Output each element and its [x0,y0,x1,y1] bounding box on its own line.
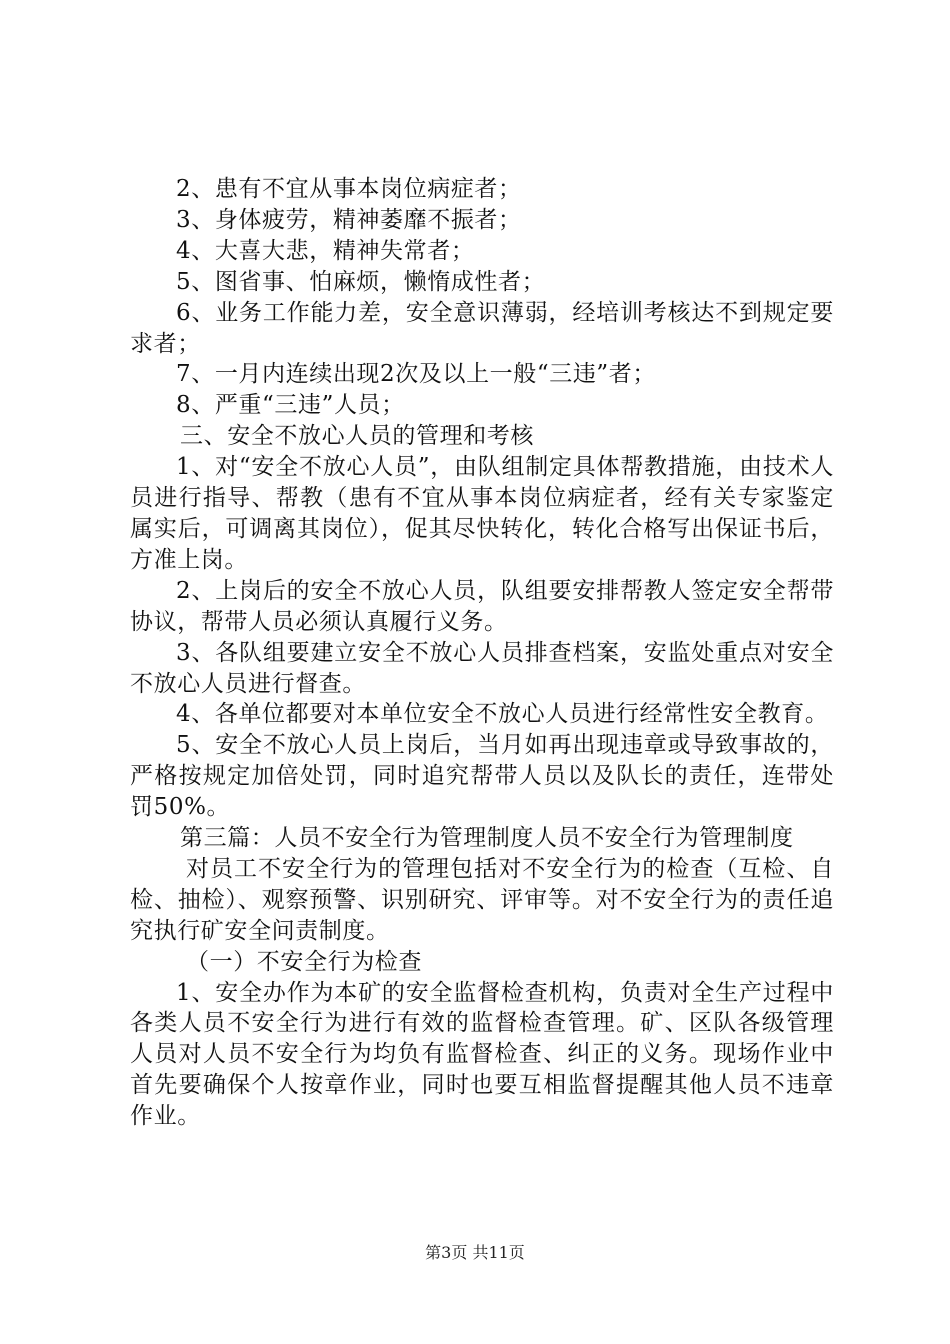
paragraph-item-5: 5、图省事、怕麻烦，懒惰成性者； [176,268,546,295]
paragraph-measure-3: 3、各队组要建立安全不放心人员排查档案，安监处重点对安全不放心人员进行督查。 [130,639,834,697]
paragraph-item-3: 3、身体疲劳，精神萎靡不振者； [176,206,522,233]
section-heading-inspection: （一）不安全行为检查 [186,948,422,975]
paragraph-measure-1: 1、对“安全不放心人员”，由队组制定具体帮教措施，由技术人员进行指导、帮教（患有不宜从事本岗位病症者，经有关专家鉴定属实后，可调离其岗位），促其尽快转化，转化合格写出保证书后，方准上岗。 [130,454,834,573]
paragraph-item-2: 2、患有不宜从事本岗位病症者； [176,176,522,202]
paragraph-measure-2: 2、上岗后的安全不放心人员，队组要安排帮教人签定安全帮带协议，帮带人员必须认真履行义务。 [130,577,834,635]
chapter-heading-third: 第三篇：人员不安全行为管理制度人员不安全行为管理制度 [180,825,794,852]
section-heading-management: 三、安全不放心人员的管理和考核 [180,423,534,450]
paragraph-inspection-1: 1、安全办作为本矿的安全监督检查机构，负责对全生产过程中各类人员不安全行为进行有效的监督检查管理。矿、区队各级管理人员对人员不安全行为均负有监督检查、纠正的义务。现场作业中首先要确保个人按章作业，同时也要互相监督提醒其他人员不违章作业。 [130,979,834,1130]
paragraph-item-4: 4、大喜大悲，精神失常者； [176,237,475,264]
paragraph-measure-5: 5、安全不放心人员上岗后，当月如再出现违章或导致事故的，严格按规定加倍处罚，同时追究帮带人员以及队长的责任，连带处罚50%。 [130,732,834,821]
paragraph-measure-4: 4、各单位都要对本单位安全不放心人员进行经常性安全教育。 [176,701,829,728]
document-body [130,174,834,1132]
paragraph-item-8: 8、严重“三违”人员； [176,392,405,419]
paragraph-item-6: 6、业务工作能力差，安全意识薄弱，经培训考核达不到规定要求者； [130,299,834,357]
paragraph-intro: 对员工不安全行为的管理包括对不安全行为的检查（互检、自检、抽检）、观察预警、识别研究、评审等。对不安全行为的责任追究执行矿安全问责制度。 [130,855,834,944]
paragraph-item-7: 7、一月内连续出现2次及以上一般“三违”者； [176,361,656,388]
page-footer: 第3页 共11页 [425,1243,525,1262]
